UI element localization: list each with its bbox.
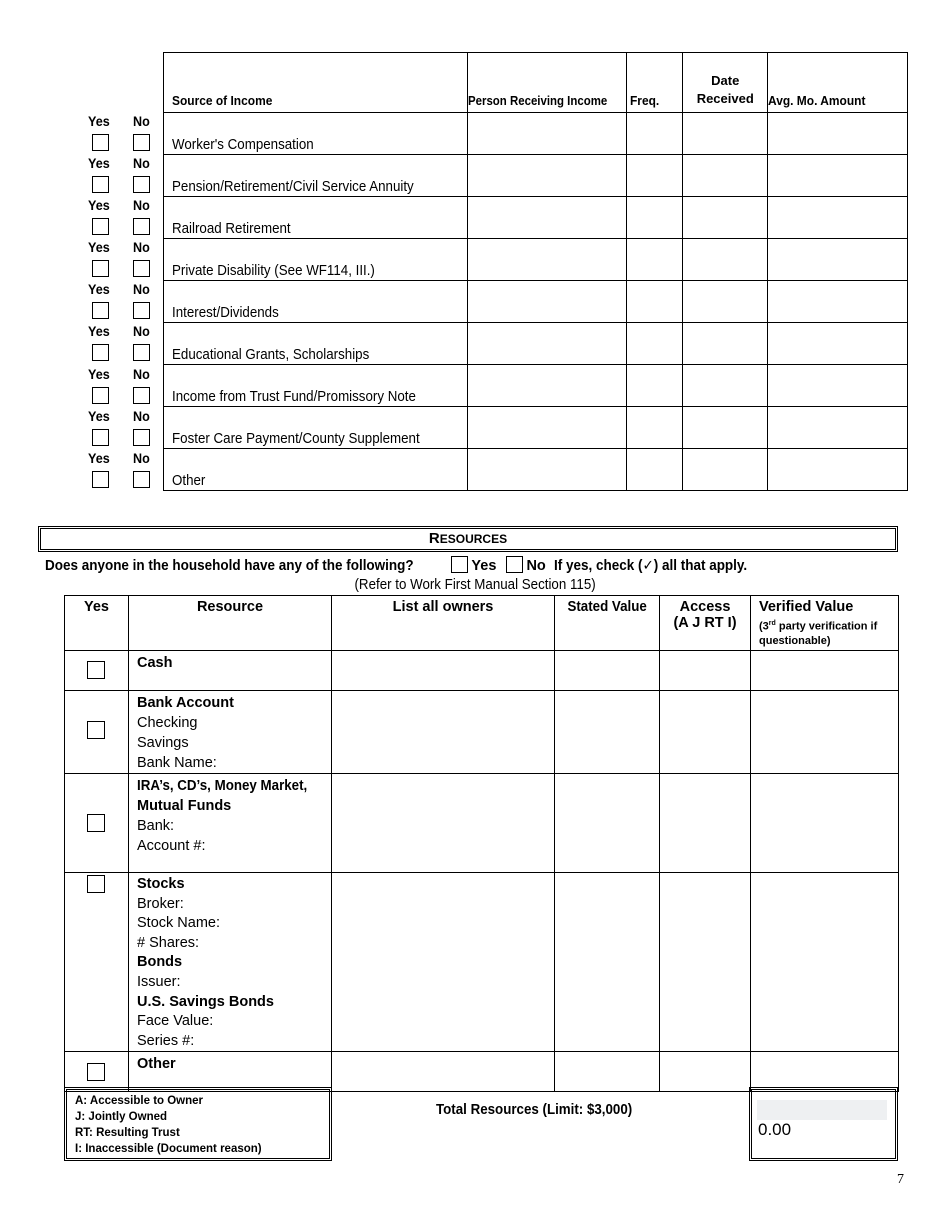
income-no-checkbox[interactable] <box>133 260 150 277</box>
income-source-label: Railroad Retirement <box>164 197 468 239</box>
income-no-checkbox[interactable] <box>133 387 150 404</box>
header-avg-monthly-amount: Avg. Mo. Amount <box>768 53 908 113</box>
income-row <box>164 155 908 197</box>
person-cell[interactable] <box>468 239 627 281</box>
income-row <box>164 407 908 449</box>
ira-cd-checkbox[interactable] <box>87 814 105 832</box>
income-row <box>164 449 908 491</box>
owners-cell[interactable] <box>332 1052 555 1092</box>
no-label: No <box>133 197 150 213</box>
header-resource: Resource <box>129 596 332 651</box>
freq-cell[interactable] <box>627 449 683 491</box>
owners-cell[interactable] <box>332 774 555 873</box>
access-cell[interactable] <box>660 1052 751 1092</box>
person-cell[interactable] <box>468 281 627 323</box>
access-cell[interactable] <box>660 873 751 1052</box>
total-resources-label: Total Resources (Limit: $3,000) <box>436 1102 633 1118</box>
income-yes-checkbox[interactable] <box>92 260 109 277</box>
income-no-checkbox[interactable] <box>133 134 150 151</box>
no-label: No <box>133 239 150 255</box>
yes-label: Yes <box>88 197 110 213</box>
person-cell[interactable] <box>468 155 627 197</box>
yes-label: Yes <box>88 239 110 255</box>
apply-instruction: If yes, check (✓) all that apply. <box>553 558 748 574</box>
amount-cell[interactable] <box>768 113 908 155</box>
freq-cell[interactable] <box>627 239 683 281</box>
date-cell[interactable] <box>683 365 768 407</box>
total-resources-value: 0.00 <box>758 1120 792 1139</box>
income-yes-checkbox[interactable] <box>92 302 109 319</box>
yes-label: Yes <box>471 558 497 574</box>
header-source-of-income: Source of Income <box>164 53 468 113</box>
freq-cell[interactable] <box>627 197 683 239</box>
income-header-row <box>164 53 908 113</box>
income-source-label: Foster Care Payment/County Supplement <box>164 407 468 449</box>
resource-label: IRA’s, CD’s, Money Market, Mutual Funds Bank: Account #: <box>129 774 332 873</box>
owners-cell[interactable] <box>332 873 555 1052</box>
access-code-legend: A: Accessible to Owner J: Jointly Owned RT: Resulting Trust I: Inaccessible (Document reason) <box>64 1087 332 1161</box>
verified-value-cell[interactable] <box>751 774 899 873</box>
header-stated-value: Stated Value <box>555 596 660 651</box>
amount-cell[interactable] <box>768 323 908 365</box>
income-source-label: Interest/Dividends <box>164 281 468 323</box>
bank-account-checkbox[interactable] <box>87 721 105 739</box>
header-verified-value: Verified Value (3rd party verification if questionable) <box>751 596 899 651</box>
income-source-label: Other <box>164 449 468 491</box>
amount-cell[interactable] <box>768 197 908 239</box>
income-yes-checkbox[interactable] <box>92 176 109 193</box>
person-cell[interactable] <box>468 365 627 407</box>
person-cell[interactable] <box>468 113 627 155</box>
date-cell[interactable] <box>683 281 768 323</box>
person-cell[interactable] <box>468 449 627 491</box>
resource-check-cell <box>65 774 129 873</box>
owners-cell[interactable] <box>332 651 555 691</box>
header-access: Access (A J RT I) <box>660 596 751 651</box>
income-source-label: Private Disability (See WF114, III.) <box>164 239 468 281</box>
income-row <box>164 197 908 239</box>
verified-value-cell[interactable] <box>751 1052 899 1092</box>
income-source-label: Pension/Retirement/Civil Service Annuity <box>164 155 468 197</box>
verified-value-cell[interactable] <box>751 873 899 1052</box>
manual-reference: (Refer to Work First Manual Section 115) <box>354 577 596 593</box>
freq-cell[interactable] <box>627 155 683 197</box>
freq-cell[interactable] <box>627 365 683 407</box>
resource-row-bank-account <box>65 691 899 774</box>
no-label: No <box>526 558 546 574</box>
other-resource-checkbox[interactable] <box>87 1063 105 1081</box>
income-no-checkbox[interactable] <box>133 176 150 193</box>
amount-cell[interactable] <box>768 155 908 197</box>
amount-cell[interactable] <box>768 365 908 407</box>
no-label: No <box>133 450 150 466</box>
income-yes-checkbox[interactable] <box>92 471 109 488</box>
access-cell[interactable] <box>660 774 751 873</box>
access-cell[interactable] <box>660 651 751 691</box>
date-cell[interactable] <box>683 407 768 449</box>
access-cell[interactable] <box>660 691 751 774</box>
amount-cell[interactable] <box>768 407 908 449</box>
income-sources-table <box>163 52 908 491</box>
total-resources-box <box>749 1087 898 1161</box>
stocks-bonds-checkbox[interactable] <box>87 875 105 893</box>
resource-label: Other <box>129 1052 332 1092</box>
amount-cell[interactable] <box>768 449 908 491</box>
income-no-checkbox[interactable] <box>133 218 150 235</box>
income-yes-checkbox[interactable] <box>92 387 109 404</box>
cash-checkbox[interactable] <box>87 661 105 679</box>
amount-cell[interactable] <box>768 281 908 323</box>
freq-cell[interactable] <box>627 407 683 449</box>
person-cell[interactable] <box>468 197 627 239</box>
resource-label: Cash <box>129 651 332 691</box>
resource-row-other <box>65 1052 899 1092</box>
household-resources-yes-checkbox[interactable] <box>451 556 468 573</box>
stated-value-cell[interactable] <box>555 774 660 873</box>
income-row <box>164 365 908 407</box>
verified-value-cell[interactable] <box>751 651 899 691</box>
stated-value-cell[interactable] <box>555 1052 660 1092</box>
income-row <box>164 281 908 323</box>
resource-row-cash <box>65 651 899 691</box>
no-label: No <box>133 323 150 339</box>
date-cell[interactable] <box>683 323 768 365</box>
income-row <box>164 113 908 155</box>
page-number: 7 <box>897 1172 904 1187</box>
date-cell[interactable] <box>683 197 768 239</box>
income-row <box>164 323 908 365</box>
header-date-received: Date Received <box>683 53 768 113</box>
stated-value-cell[interactable] <box>555 873 660 1052</box>
income-no-checkbox[interactable] <box>133 302 150 319</box>
yes-label: Yes <box>88 408 110 424</box>
resources-header-row <box>65 596 899 651</box>
header-person-receiving-income: Person Receiving Income <box>468 53 627 113</box>
amount-cell[interactable] <box>768 239 908 281</box>
resource-label: Stocks Broker: Stock Name: # Shares: Bonds Issuer: U.S. Savings Bonds Face Value: Series #: <box>129 873 332 1052</box>
income-source-label: Income from Trust Fund/Promissory Note <box>164 365 468 407</box>
income-yes-checkbox[interactable] <box>92 218 109 235</box>
resources-question: Does anyone in the household have any of the following? Yes No If yes, check (✓) all that apply. <box>45 558 748 574</box>
date-cell[interactable] <box>683 239 768 281</box>
yes-label: Yes <box>88 113 110 129</box>
resource-row-ira-cd <box>65 774 899 873</box>
owners-cell[interactable] <box>332 691 555 774</box>
yes-label: Yes <box>88 281 110 297</box>
verified-value-cell[interactable] <box>751 691 899 774</box>
income-no-checkbox[interactable] <box>133 471 150 488</box>
freq-cell[interactable] <box>627 113 683 155</box>
resources-section-title: RESOURCES <box>38 526 898 552</box>
person-cell[interactable] <box>468 407 627 449</box>
yes-label: Yes <box>88 155 110 171</box>
income-source-label: Educational Grants, Scholarships <box>164 323 468 365</box>
resource-row-stocks-bonds <box>65 873 899 1052</box>
income-yes-checkbox[interactable] <box>92 344 109 361</box>
resource-check-cell <box>65 873 129 1052</box>
yes-label: Yes <box>88 323 110 339</box>
no-label: No <box>133 113 150 129</box>
freq-cell[interactable] <box>627 323 683 365</box>
resource-check-cell <box>65 651 129 691</box>
no-label: No <box>133 408 150 424</box>
no-label: No <box>133 281 150 297</box>
header-yes: Yes <box>65 596 129 651</box>
no-label: No <box>133 155 150 171</box>
date-cell[interactable] <box>683 449 768 491</box>
header-frequency: Freq. <box>627 53 683 113</box>
yes-label: Yes <box>88 366 110 382</box>
income-yes-checkbox[interactable] <box>92 134 109 151</box>
header-owners: List all owners <box>332 596 555 651</box>
income-no-checkbox[interactable] <box>133 344 150 361</box>
date-cell[interactable] <box>683 155 768 197</box>
income-yes-checkbox[interactable] <box>92 429 109 446</box>
yes-label: Yes <box>88 450 110 466</box>
freq-cell[interactable] <box>627 281 683 323</box>
income-no-checkbox[interactable] <box>133 429 150 446</box>
date-cell[interactable] <box>683 113 768 155</box>
resource-check-cell <box>65 1052 129 1092</box>
no-label: No <box>133 366 150 382</box>
household-resources-no-checkbox[interactable] <box>506 556 523 573</box>
stated-value-cell[interactable] <box>555 691 660 774</box>
income-row <box>164 239 908 281</box>
stated-value-cell[interactable] <box>555 651 660 691</box>
total-resources-field[interactable] <box>757 1100 887 1120</box>
resources-table <box>64 595 899 1092</box>
resource-check-cell <box>65 691 129 774</box>
income-source-label: Worker's Compensation <box>164 113 468 155</box>
resource-label: Bank Account Checking Savings Bank Name: <box>129 691 332 774</box>
person-cell[interactable] <box>468 323 627 365</box>
